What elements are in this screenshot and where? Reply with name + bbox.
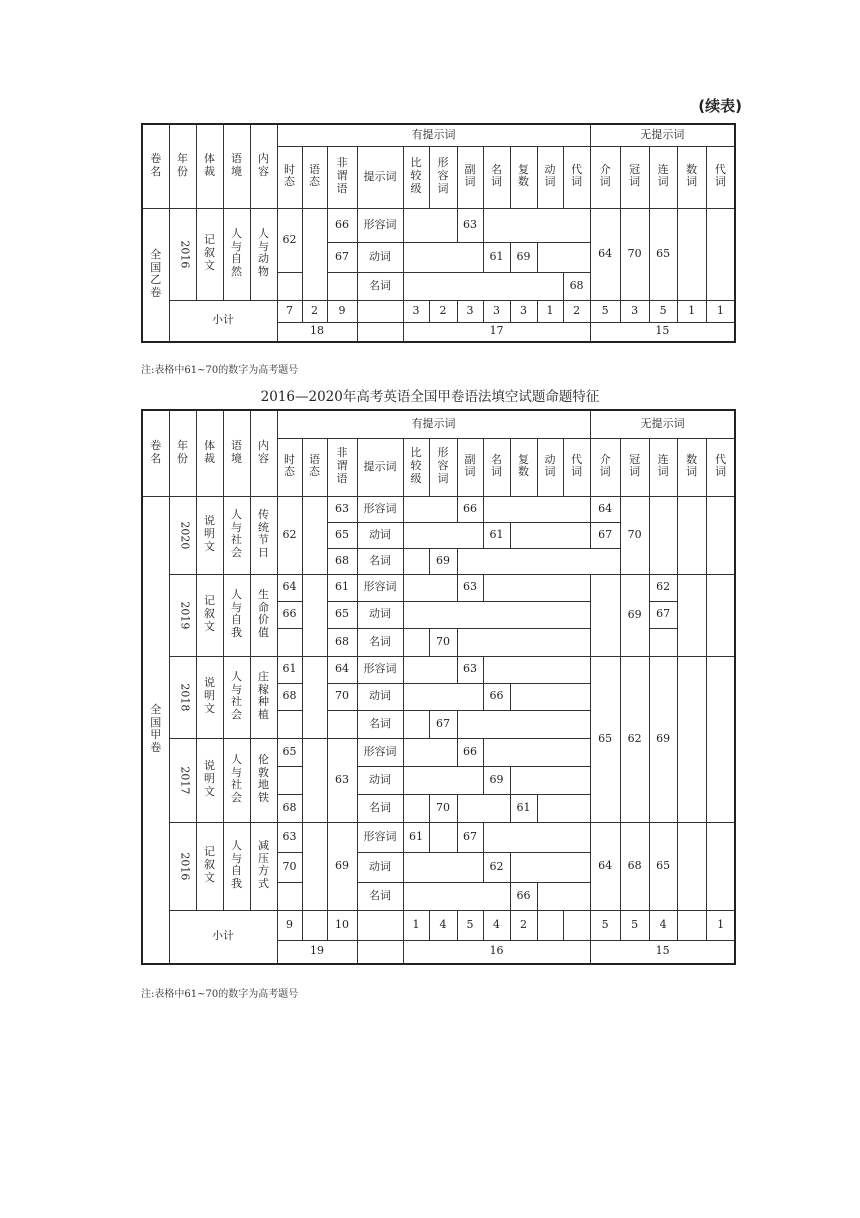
year-cell: 2020 [169,496,196,574]
h-verb: 动 词 [537,438,563,496]
cell: 65 [327,601,357,628]
sub-cell: 5 [620,910,649,940]
cell [677,822,706,910]
cell [483,822,590,852]
sub-cell: 2 [563,300,590,322]
h-conj: 连 词 [649,438,677,496]
cell: 68 [563,272,590,300]
footnote: 注:表格中61~70的数字为高考题号 [141,365,299,376]
cell [302,208,327,300]
cell: 形容词 [357,574,403,601]
cell [483,574,590,601]
cell: 67 [457,822,483,852]
cell [403,656,457,683]
cell: 形容词 [357,208,403,242]
cell [483,738,590,766]
cell [510,522,590,548]
total-cell: 15 [590,940,735,964]
cell: 动词 [357,852,403,882]
cell: 70 [429,628,457,656]
context-cell: 人 与 社 会 [223,738,250,822]
sub-cell [302,910,327,940]
header-content: 内 容 [250,124,277,208]
cell [677,208,706,300]
h-hintword: 提示词 [357,146,403,208]
cell [510,852,590,882]
h-prep: 介 词 [590,146,620,208]
genre-cell: 记 叙 文 [196,574,223,656]
total-cell: 19 [277,940,357,964]
h-num: 数 词 [677,438,706,496]
cell [403,242,483,272]
header-nohint: 无提示词 [590,410,735,438]
h-num: 数 词 [677,146,706,208]
h-plural: 复 数 [510,146,537,208]
header-nohint: 无提示词 [590,124,735,146]
h-hintword: 提示词 [357,438,403,496]
sub-cell: 9 [327,300,357,322]
sub-cell: 2 [302,300,327,322]
cell: 形容词 [357,496,403,522]
cell [327,710,357,738]
sub-cell: 9 [277,910,302,940]
content-cell: 减 压 方 式 [250,822,277,910]
total-cell: 18 [277,322,357,342]
h-noun: 名 词 [483,438,510,496]
cell: 65 [649,208,677,300]
cell [483,208,590,242]
cell [483,496,590,522]
h-nonfinite: 非 谓 语 [327,438,357,496]
cell: 66 [457,738,483,766]
cell [403,574,457,601]
cell: 66 [483,683,510,710]
h-adv: 副 词 [457,438,483,496]
sub-cell: 7 [277,300,302,322]
cell [302,496,327,574]
cell: 61 [483,242,510,272]
cell [677,574,706,656]
cell [510,683,590,710]
year-cell: 2017 [169,738,196,822]
cell [277,882,302,910]
cell: 64 [590,496,620,522]
total-cell: 15 [590,322,735,342]
continued-label: (续表) [698,97,742,115]
juan-cell: 全 国 甲 卷 [142,496,169,964]
cell: 63 [327,496,357,522]
h-art: 冠 词 [620,438,649,496]
cell: 70 [327,683,357,710]
cell: 动词 [357,522,403,548]
cell: 67 [327,242,357,272]
cell [677,656,706,822]
cell [457,794,510,822]
h-tense: 时 态 [277,146,302,208]
h-voice: 语 态 [302,438,327,496]
context-cell: 人 与 社 会 [223,656,250,738]
sub-cell [357,300,403,322]
cell: 70 [277,852,302,882]
content-cell: 人 与 动 物 [250,208,277,300]
cell: 61 [510,794,537,822]
year-cell: 2016 [169,822,196,910]
cell: 65 [590,656,620,822]
h-conj: 连 词 [649,146,677,208]
cell: 形容词 [357,822,403,852]
cell [302,738,327,822]
sub-cell: 1 [677,300,706,322]
total-cell: 17 [403,322,590,342]
cell: 69 [483,766,510,794]
cell [537,882,590,910]
cell: 动词 [357,242,403,272]
cell: 67 [649,601,677,628]
header-content: 内 容 [250,410,277,496]
cell [403,628,429,656]
cell [403,208,457,242]
cell: 68 [277,794,302,822]
header-hint: 有提示词 [277,124,590,146]
cell: 名词 [357,628,403,656]
sub-cell: 10 [327,910,357,940]
total-cell: 16 [403,940,590,964]
cell: 63 [457,656,483,683]
cell [403,272,563,300]
header-context: 语 境 [223,124,250,208]
sub-cell: 3 [510,300,537,322]
content-cell: 伦 敦 地 铁 [250,738,277,822]
cell: 名词 [357,548,403,574]
cell [706,208,735,300]
sub-cell: 5 [590,300,620,322]
sub-cell: 5 [590,910,620,940]
cell: 70 [429,794,457,822]
header-year: 年 份 [169,124,196,208]
cell: 68 [620,822,649,910]
cell: 70 [620,208,649,300]
cell: 62 [483,852,510,882]
h-adj: 形 容 词 [429,438,457,496]
table-national-a [141,409,736,965]
sub-cell [357,910,403,940]
year-cell: 2019 [169,574,196,656]
sub-cell: 3 [483,300,510,322]
cell [403,710,429,738]
sub-cell: 3 [620,300,649,322]
cell: 63 [457,208,483,242]
subtotal-label: 小计 [169,300,277,342]
cell [706,656,735,822]
genre-cell: 记 叙 文 [196,822,223,910]
total-cell [357,940,403,964]
cell [510,766,590,794]
cell: 形容词 [357,738,403,766]
cell: 66 [510,882,537,910]
h-adv: 副 词 [457,146,483,208]
sub-cell: 1 [706,910,735,940]
table-national-b [141,123,736,343]
cell [403,852,483,882]
cell: 65 [327,522,357,548]
sub-cell: 1 [403,910,429,940]
cell [649,496,677,574]
total-cell [357,322,403,342]
content-cell: 传 统 节 日 [250,496,277,574]
cell: 67 [429,710,457,738]
cell: 70 [620,496,649,574]
h-pron2: 代 词 [706,438,735,496]
cell [457,710,590,738]
cell [327,272,357,300]
cell [302,822,327,910]
cell [706,822,735,910]
cell: 61 [403,822,429,852]
cell: 61 [483,522,510,548]
cell [483,656,590,683]
cell: 名词 [357,794,403,822]
context-cell: 人 与 社 会 [223,496,250,574]
cell: 名词 [357,882,403,910]
sub-cell: 1 [537,300,563,322]
cell: 65 [277,738,302,766]
cell [590,574,620,656]
cell [403,683,483,710]
cell: 62 [277,208,302,272]
year-cell: 2018 [169,656,196,738]
h-noun: 名 词 [483,146,510,208]
h-compare: 比 较 级 [403,438,429,496]
cell: 66 [457,496,483,522]
cell: 69 [429,548,457,574]
cell: 69 [620,574,649,656]
header-year: 年 份 [169,410,196,496]
h-prep: 介 词 [590,438,620,496]
h-pron2: 代 词 [706,146,735,208]
h-tense: 时 态 [277,438,302,496]
year-cell: 2016 [169,208,196,300]
cell [277,628,302,656]
cell: 64 [590,208,620,300]
cell [403,548,429,574]
genre-cell: 说 明 文 [196,656,223,738]
cell [403,601,590,628]
cell [706,496,735,574]
content-cell: 庄 稼 种 植 [250,656,277,738]
cell [403,766,483,794]
cell: 68 [327,628,357,656]
header-genre: 体 裁 [196,124,223,208]
h-plural: 复 数 [510,438,537,496]
cell [457,628,590,656]
header-context: 语 境 [223,410,250,496]
cell: 61 [327,574,357,601]
genre-cell: 记 叙 文 [196,208,223,300]
genre-cell: 说 明 文 [196,738,223,822]
h-pron: 代 词 [563,438,590,496]
sub-cell: 1 [706,300,735,322]
cell: 名词 [357,710,403,738]
cell [649,628,677,656]
sub-cell: 5 [649,300,677,322]
cell [403,794,429,822]
sub-cell [537,910,563,940]
h-adj: 形 容 词 [429,146,457,208]
h-voice: 语 态 [302,146,327,208]
context-cell: 人 与 自 我 [223,822,250,910]
sub-cell [677,910,706,940]
cell: 形容词 [357,656,403,683]
cell: 65 [649,822,677,910]
sub-cell: 4 [483,910,510,940]
h-compare: 比 较 级 [403,146,429,208]
cell: 69 [649,656,677,822]
header-juan: 卷 名 [142,124,169,208]
cell [429,822,457,852]
cell: 67 [590,522,620,548]
genre-cell: 说 明 文 [196,496,223,574]
cell [277,766,302,794]
cell: 64 [327,656,357,683]
sub-cell: 2 [510,910,537,940]
cell [403,738,457,766]
cell: 66 [327,208,357,242]
cell [677,496,706,574]
sub-cell: 5 [457,910,483,940]
cell: 69 [510,242,537,272]
cell: 63 [327,738,357,822]
sub-cell: 2 [429,300,457,322]
h-verb: 动 词 [537,146,563,208]
cell: 动词 [357,766,403,794]
cell: 66 [277,601,302,628]
cell: 名词 [357,272,403,300]
sub-cell: 3 [403,300,429,322]
cell: 69 [327,822,357,910]
subtotal-label: 小计 [169,910,277,964]
cell: 63 [457,574,483,601]
cell: 68 [277,683,302,710]
h-art: 冠 词 [620,146,649,208]
cell [403,496,457,522]
header-juan: 卷 名 [142,410,169,496]
cell: 62 [620,656,649,822]
footnote: 注:表格中61~70的数字为高考题号 [141,989,299,1000]
cell: 68 [327,548,357,574]
header-genre: 体 裁 [196,410,223,496]
cell [302,656,327,738]
sub-cell: 4 [649,910,677,940]
context-cell: 人 与 自 然 [223,208,250,300]
sub-cell: 3 [457,300,483,322]
cell: 62 [649,574,677,601]
cell: 动词 [357,601,403,628]
content-cell: 生 命 价 值 [250,574,277,656]
cell [277,710,302,738]
cell [277,272,302,300]
header-hint: 有提示词 [277,410,590,438]
sub-cell: 4 [429,910,457,940]
cell: 62 [277,496,302,574]
h-nonfinite: 非 谓 语 [327,146,357,208]
cell: 64 [277,574,302,601]
cell [403,882,510,910]
cell: 63 [277,822,302,852]
cell [537,794,590,822]
cell [537,242,590,272]
h-pron: 代 词 [563,146,590,208]
cell: 动词 [357,683,403,710]
context-cell: 人 与 自 我 [223,574,250,656]
cell: 64 [590,822,620,910]
cell [302,574,327,656]
juan-cell: 全 国 乙 卷 [142,208,169,342]
sub-cell [563,910,590,940]
cell [706,574,735,656]
cell: 61 [277,656,302,683]
cell [457,548,620,574]
table-title: 2016—2020年高考英语全国甲卷语法填空试题命题特征 [260,389,600,405]
cell [403,522,483,548]
